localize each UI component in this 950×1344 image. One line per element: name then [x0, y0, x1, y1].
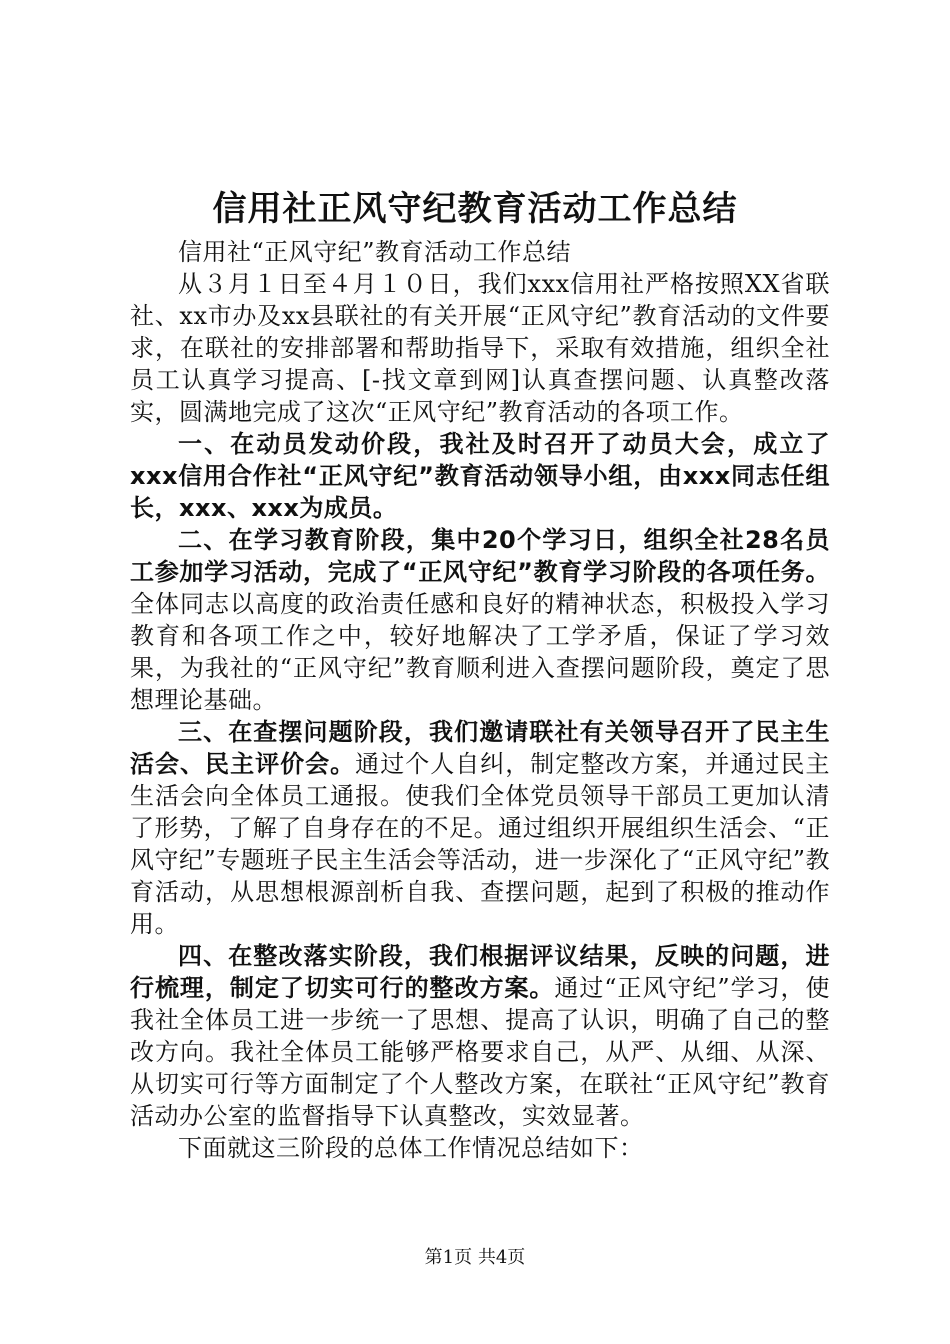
paragraph-summary-intro — [130, 1132, 830, 1164]
paragraph-stage-4 — [130, 940, 830, 1132]
paragraph-intro — [130, 268, 830, 428]
paragraph-stage-1 — [130, 428, 830, 524]
paragraph-lead: 四、在整改落实阶段，我们根据评议结果，反映的问题，进行梳理，制定了切实可行的整改方案。 — [130, 942, 830, 1002]
document-title: 信用社正风守纪教育活动工作总结 — [212, 189, 738, 229]
paragraph-lead: 三、在查摆问题阶段，我们邀请联社有关领导召开了民主生活会、民主评价会。 — [130, 718, 830, 778]
paragraph-text: 通过“正风守纪”学习，使我社全体员工进一步统一了思想、提高了认识，明确了自己的整改方向。我社全体员工能够严格要求自己，从严、从细、从深、从切实可行等方面制定了个人整改方案，在联社“正风守纪”教育活动办公室的监督指导下认真整改，实效显著。 — [130, 974, 831, 1130]
paragraph-stage-2 — [130, 524, 830, 716]
paragraph-lead: 二、在学习教育阶段，集中20个学习日，组织全社28名员工参加学习活动，完成了“正风守纪”教育学习阶段的各项任务。 — [130, 526, 830, 586]
paragraph-text: 信用社“正风守纪”教育活动工作总结 — [178, 238, 572, 266]
paragraph-text: 全体同志以高度的政治责任感和良好的精神状态，积极投入学习教育和各项工作之中，较好地解决了工学矛盾，保证了学习效果，为我社的“正风守纪”教育顺利进入查摆问题阶段，奠定了思想理论基础。 — [130, 590, 830, 714]
paragraph-text: 下面就这三阶段的总体工作情况总结如下： — [178, 1134, 644, 1162]
page-number-footer: 第1页 共4页 — [424, 1247, 526, 1268]
document-body — [130, 236, 830, 1164]
paragraph-text: 从３月１日至４月１０日，我们xxx信用社严格按照XX省联社、xx市办及xx县联社的有关开展“正风守纪”教育活动的文件要求，在联社的安排部署和帮助指导下，采取有效措施，组织全社员工认真学习提高、[-找文章到网]认真查摆问题、认真整改落实，圆满地完成了这次“正风守纪”教育活动的各项工作。 — [130, 270, 830, 426]
paragraph-lead: 一、在动员发动价段，我社及时召开了动员大会，成立了xxx信用合作社“正风守纪”教育活动领导小组，由xxx同志任组长，xxx、xxx为成员。 — [130, 430, 830, 522]
paragraph-stage-3 — [130, 716, 830, 940]
paragraph-subtitle — [130, 236, 830, 268]
paragraph-text: 通过个人自纠，制定整改方案，并通过民主生活会向全体员工通报。使我们全体党员领导干部员工更加认清了形势，了解了自身存在的不足。通过组织开展组织生活会、“正风守纪”专题班子民主生活会等活动，进一步深化了“正风守纪”教育活动，从思想根源剖析自我、查摆问题，起到了积极的推动作用。 — [130, 750, 831, 938]
